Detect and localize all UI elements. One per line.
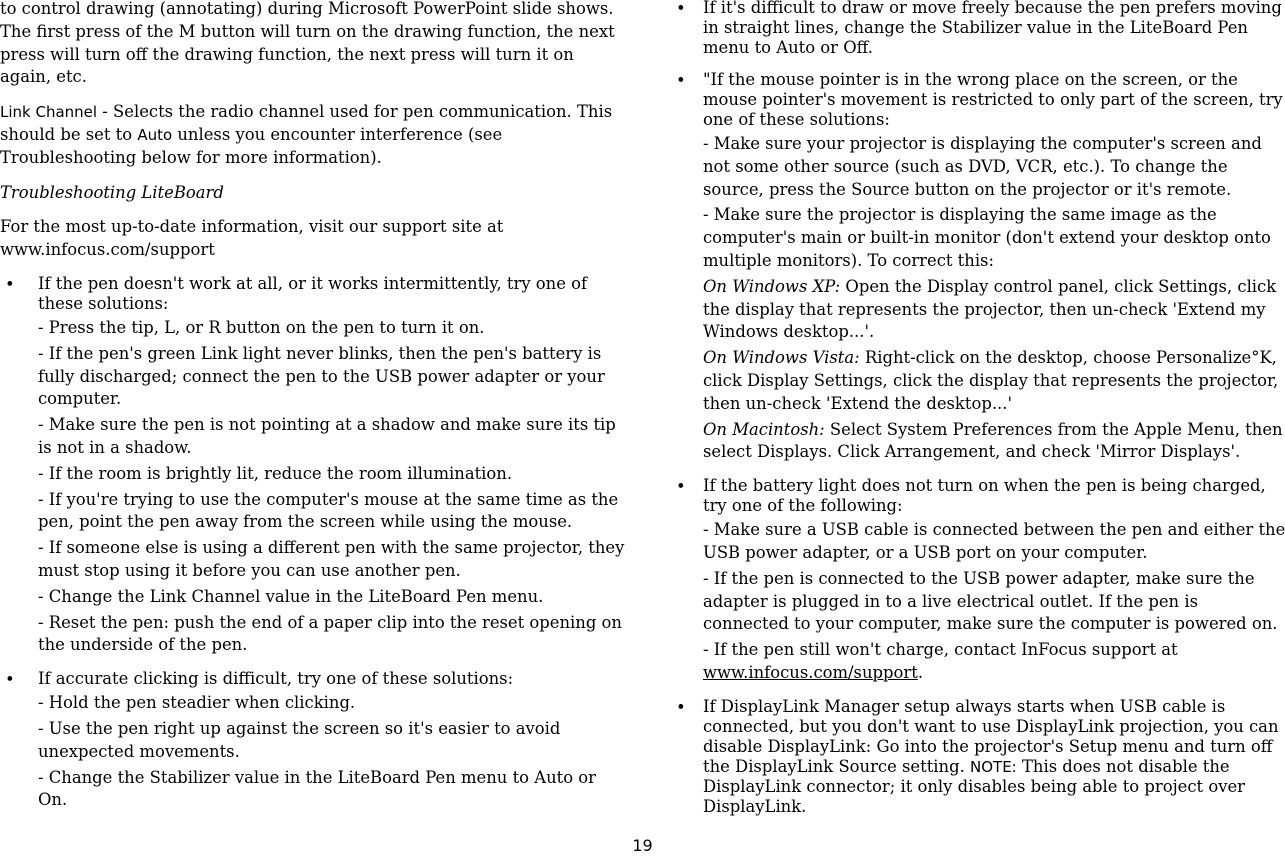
bullet-sub-item: - If you're trying to use the computer's mouse at the same time as the pen, point the pen away from the screen while using the mouse. (38, 489, 619, 532)
link-channel-paragraph (0, 101, 626, 169)
bullet-dot: • (676, 477, 686, 497)
displaylink-text-1: If DisplayLink Manager setup always starts when USB cable is connected, but you don't want to use DisplayLink projection, you can disable DisplayLink: Go into the projector's Setup menu and turn off the DisplayLink Source setting. (703, 696, 1279, 776)
bullet-sub-item: - Hold the pen steadier when clicking. (38, 693, 356, 713)
link-channel-term: Link Channel (0, 103, 98, 122)
note-label: NOTE: (970, 757, 1017, 776)
support-contact-text: - If the pen still won't charge, contact InFocus support at (703, 640, 1178, 660)
windows-vista-instructions (703, 347, 1285, 415)
left-bullet-list (0, 274, 626, 812)
bullet-sub-item: - If the room is brightly lit, reduce the room illumination. (38, 463, 513, 483)
bullet-drawing-difficult (676, 0, 1285, 58)
right-column (676, 0, 1285, 829)
bullet-displaylink (676, 697, 1285, 817)
bullet-dot: • (676, 697, 686, 717)
macintosh-instructions (703, 419, 1285, 465)
page-number: 19 (632, 836, 653, 855)
bullet-sub-item: - Change the Link Channel value in the LiteBoard Pen menu. (38, 586, 544, 606)
bullet-mouse-pointer (676, 70, 1285, 464)
bullet-sub-item (703, 639, 1285, 685)
link-channel-text-2: unless you encounter interference (see Troubleshooting below for more information). (0, 124, 503, 167)
bullet-dot: • (5, 670, 15, 690)
bullet-lead: If it's difficult to draw or move freely because the pen prefers moving in straight lines, change the Stabilizer value in the LiteBoard Pen menu to Auto or Off. (703, 0, 1282, 57)
bullet-dot: • (676, 71, 686, 90)
right-bullet-list (676, 0, 1285, 817)
support-link[interactable]: www.infocus.com/support (703, 662, 918, 682)
bullet-sub-item: - If the pen's green Link light never blinks, then the pen's battery is fully discharged; connect the pen to the USB power adapter or your computer. (38, 343, 605, 409)
bullet-sub-item: - Press the tip, L, or R button on the pen to turn it on. (38, 317, 485, 337)
bullet-sub-item: - Use the pen right up against the screen so it's easier to avoid unexpected movements. (38, 718, 561, 761)
bullet-sub-item: - Make sure your projector is displaying the computer's screen and not some other source (such as DVD, VCR, etc.). To change the source, press the Source button on the projector or it's remote. (703, 134, 1262, 199)
bullet-accurate-clicking (0, 669, 626, 812)
bullet-lead: If the battery light does not turn on when the pen is being charged, try one of the following: (703, 476, 1266, 516)
bullet-dot: • (676, 0, 686, 18)
bullet-battery-light (676, 476, 1285, 685)
bullet-sub-item: - Make sure the projector is displaying the same image as the computer's main or built-in monitor (don't extend your desktop onto multiple monitors). To correct this: (703, 205, 1271, 270)
windows-xp-label: On Windows XP: (703, 276, 841, 296)
bullet-sub-item: - If the pen is connected to the USB power adapter, make sure the adapter is plugged in to a live electrical outlet. If the pen is connected to your computer, make sure the computer is powered on. (703, 568, 1278, 634)
support-link-period: . (917, 662, 924, 682)
windows-xp-instructions (703, 276, 1285, 344)
macintosh-text: Select System Preferences from the Apple Menu, then select Displays. Click Arrangement, and check 'Mirror Displays'. (703, 419, 1283, 462)
intro-paragraph: to control drawing (annotating) during Microsoft PowerPoint slide shows. The first press of the M button will turn on the drawing function, the next press will turn off the drawing function, the next press will turn it on again, etc. (0, 0, 615, 87)
bullet-sub-item: - Make sure a USB cable is connected between the pen and either the USB power adapter, or a USB port on your computer. (703, 520, 1285, 562)
left-column (0, 0, 626, 824)
bullet-dot: • (5, 274, 15, 294)
displaylink-text-2: This does not disable the DisplayLink connector; it only disables being able to project over DisplayLink. (703, 756, 1245, 816)
bullet-lead: If the pen doesn't work at all, or it works intermittently, try one of these solutions: (38, 273, 588, 313)
support-paragraph: For the most up-to-date information, visit our support site at www.infocus.com/support (0, 217, 504, 260)
bullet-sub-item: - If someone else is using a different pen with the same projector, they must stop using it before you can use another pen. (38, 538, 625, 580)
bullet-lead: If accurate clicking is difficult, try one of these solutions: (38, 669, 514, 689)
bullet-lead: "If the mouse pointer is in the wrong place on the screen, or the mouse pointer's movement is restricted to only part of the screen, try one of these solutions: (703, 70, 1283, 129)
bullet-sub-item: - Change the Stabilizer value in the LiteBoard Pen menu to Auto or On. (38, 767, 597, 810)
bullet-sub-item: - Reset the pen: push the end of a paper clip into the reset opening on the underside of the pen. (38, 612, 622, 655)
windows-vista-text: Right-click on the desktop, choose Personalize°K, click Display Settings, click the display that represents the projector, then un-check 'Extend the desktop...' (703, 348, 1279, 413)
troubleshooting-heading: Troubleshooting LiteBoard (0, 182, 224, 202)
bullet-pen-not-working (0, 274, 626, 657)
link-channel-text-1: - Selects the radio channel used for pen communication. This should be set to (0, 102, 613, 144)
windows-vista-label: On Windows Vista: (703, 348, 860, 368)
windows-xp-text: Open the Display control panel, click Settings, click the display that represents the projector, then un-check 'Extend my Windows desktop...'. (703, 276, 1277, 342)
macintosh-label: On Macintosh: (703, 419, 825, 439)
displaylink-paragraph (703, 697, 1285, 817)
bullet-sub-item: - Make sure the pen is not pointing at a shadow and make sure its tip is not in a shadow. (38, 415, 616, 457)
auto-term: Auto (137, 125, 173, 144)
